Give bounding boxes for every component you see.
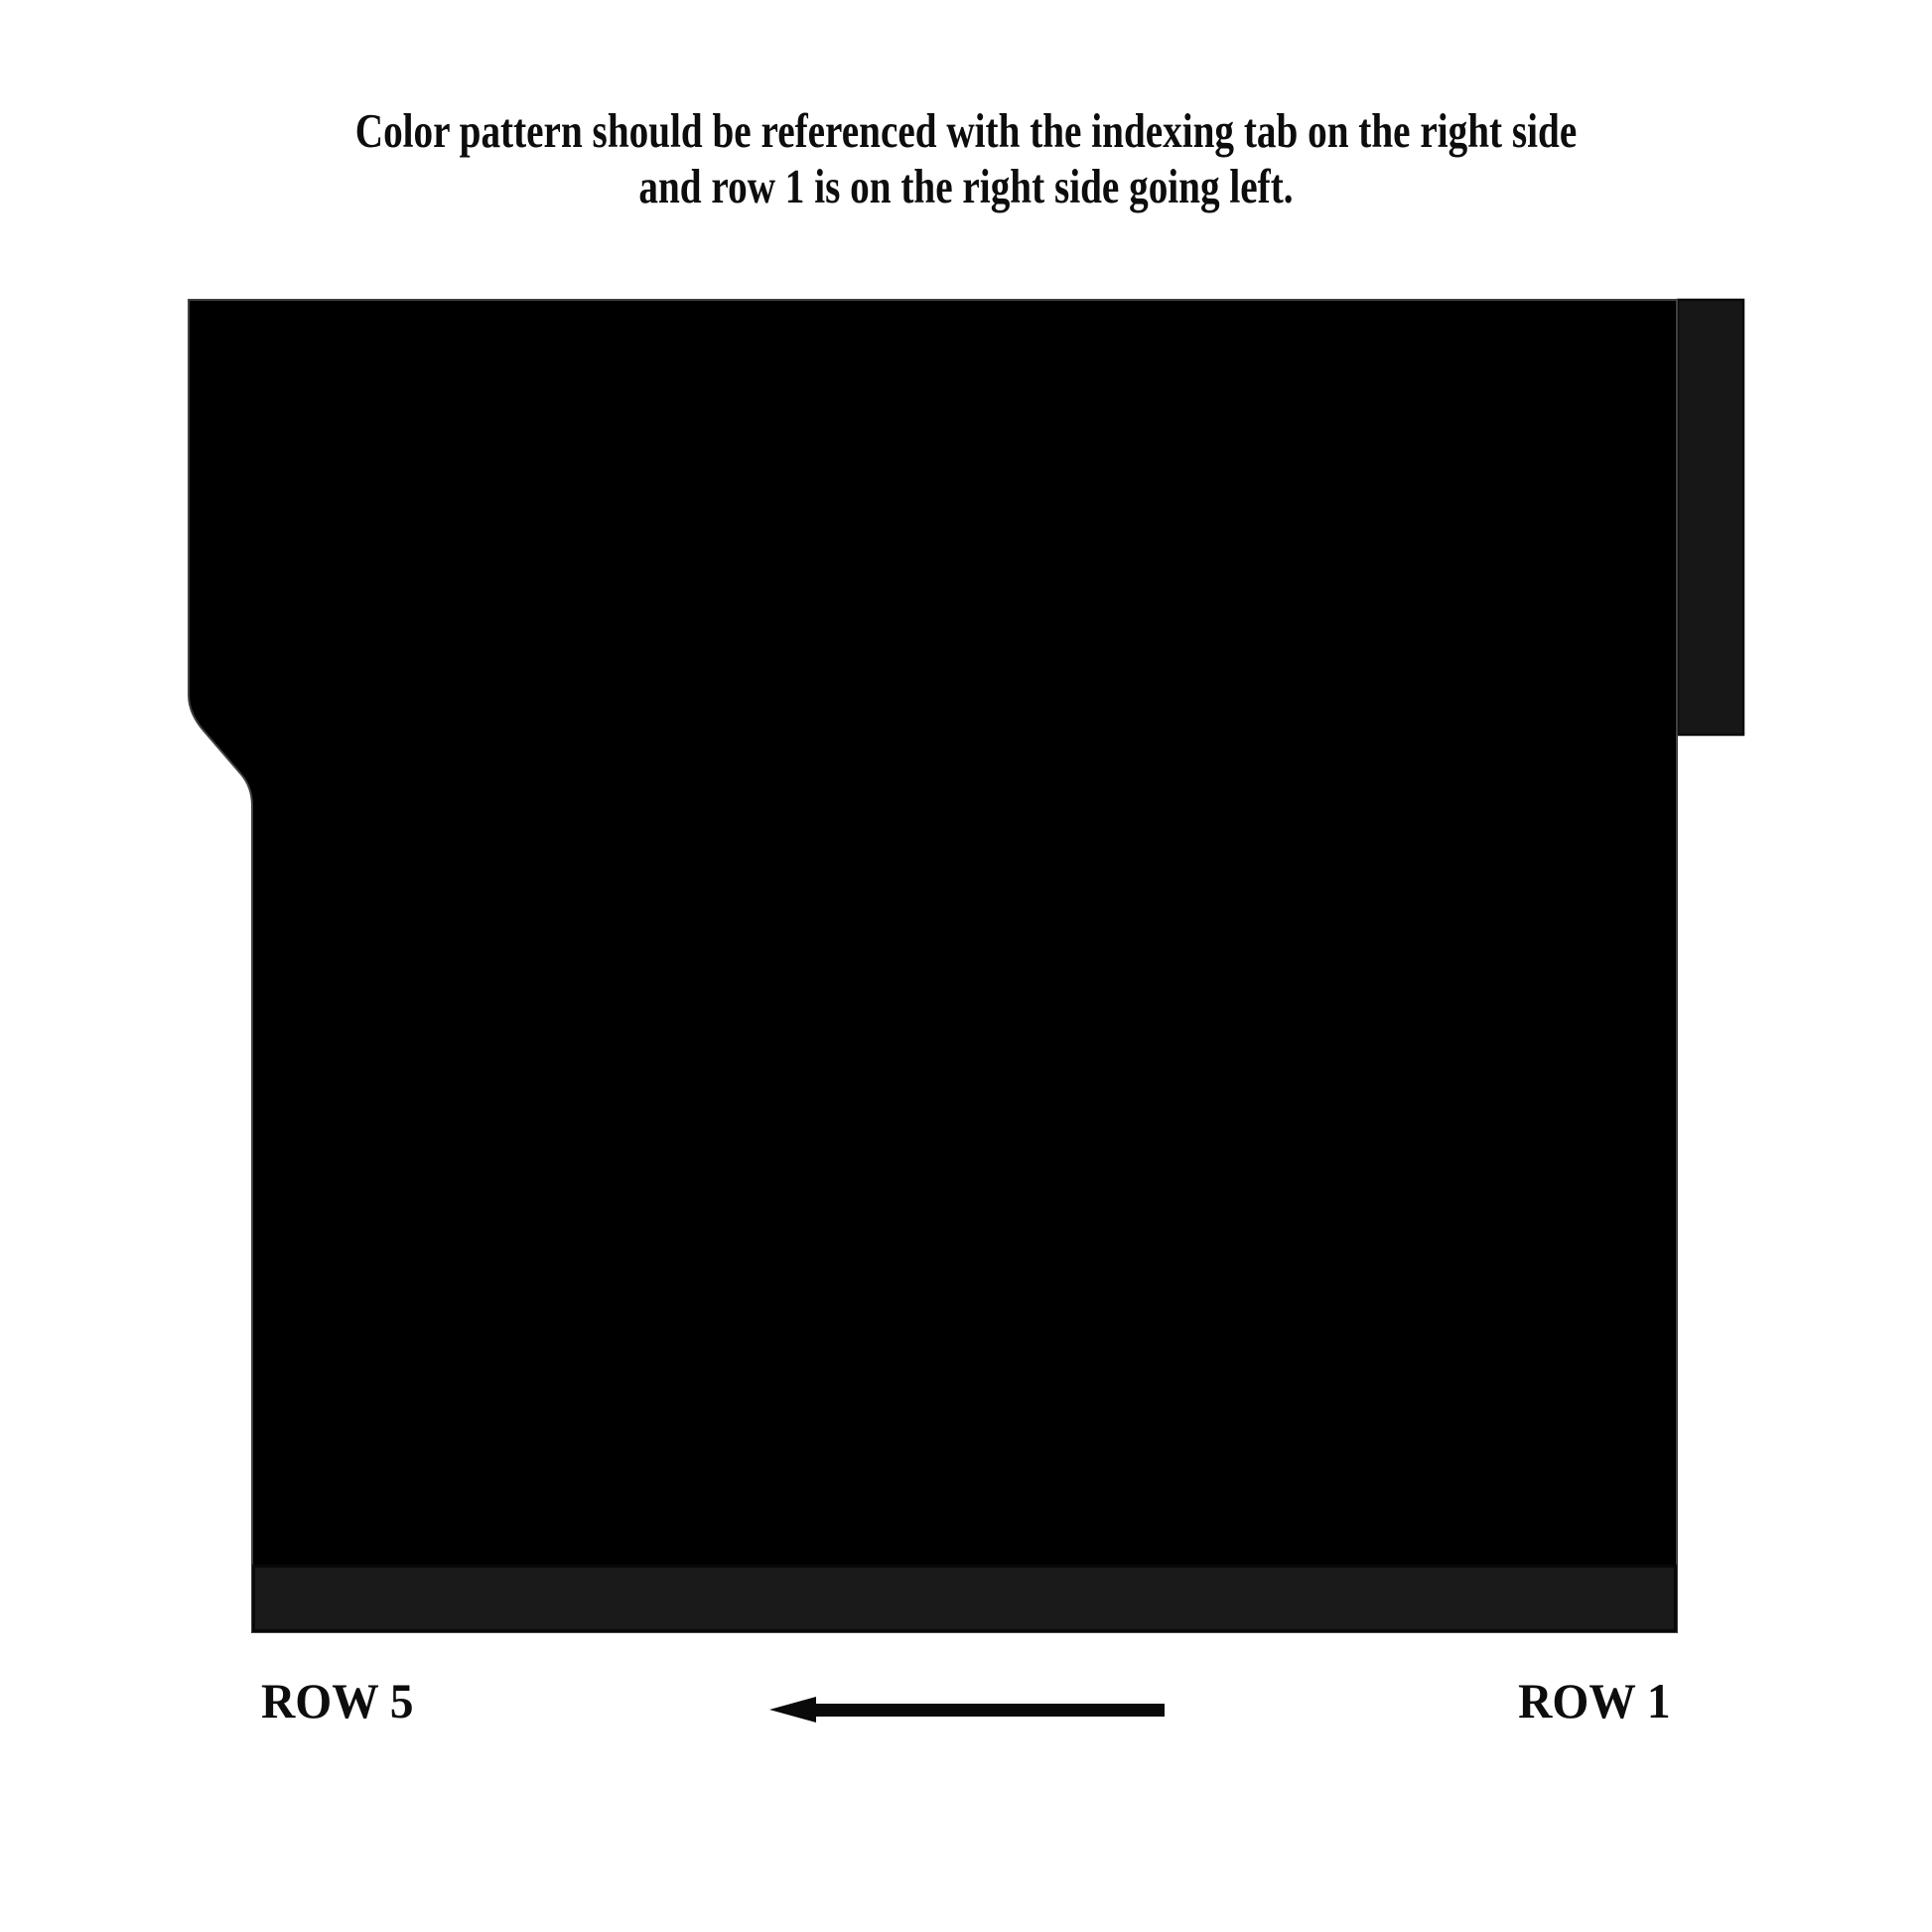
row-5-label: ROW 5 bbox=[261, 1673, 414, 1728]
arrow-left-icon bbox=[769, 1697, 1165, 1723]
instructions-line-1: Color pattern should be referenced with the indexing tab on the right side bbox=[354, 103, 1578, 158]
instructions-line-2: and row 1 is on the right side going left. bbox=[638, 159, 1294, 213]
pattern-silhouette bbox=[189, 300, 1677, 1632]
row-1-label: ROW 1 bbox=[1518, 1673, 1671, 1728]
bottom-strip bbox=[254, 1567, 1676, 1631]
indexing-tab bbox=[1678, 300, 1743, 735]
